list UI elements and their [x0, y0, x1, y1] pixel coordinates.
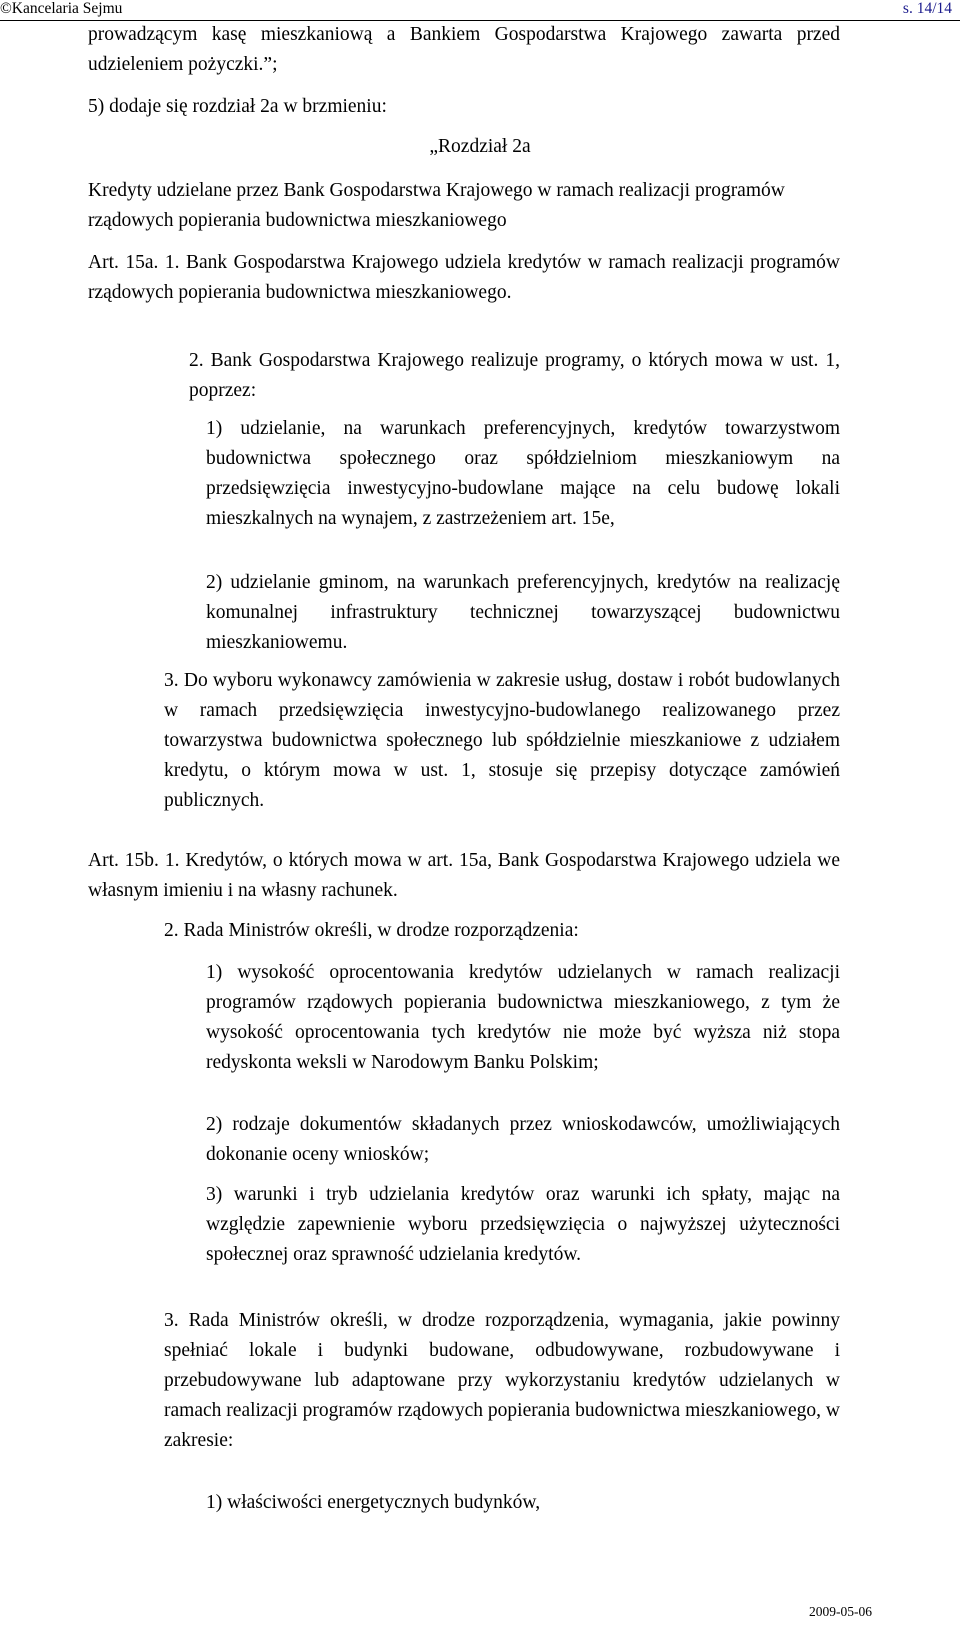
art-15b-ust-3: 3. Rada Ministrów określi, w drodze rozporządzenia, wymagania, jakie powinny spełniać lokale i budynki budowane, odbudowywane, rozbudowywane i przebudowywane lub adaptowane przy wykorzystaniu kredytów udzielanych w ramach realizacji programów rządowych popierania budownictwa mieszkaniowego, w zakresie:	[164, 1310, 840, 1451]
point-5: 5) dodaje się rozdział 2a w brzmieniu:	[88, 96, 387, 117]
article-label: Art. 15a.	[88, 252, 159, 273]
art-15b-ust-2-item-2: 2) rodzaje dokumentów składanych przez wnioskodawców, umożliwiających dokonanie oceny wniosków;	[206, 1114, 840, 1165]
article-label: Art. 15b.	[88, 850, 159, 871]
art-15b-ust-2-item-3: 3) warunki i tryb udzielania kredytów oraz warunki ich spłaty, mając na względzie zapewnienie wyboru przedsięwzięcia o najwyższej użyteczności społecznej oraz sprawność udzielania kredytów.	[206, 1184, 840, 1265]
intro-text: prowadzącym kasę mieszkaniową a Bankiem Gospodarstwa Krajowego zawarta przed udzieleniem pożyczki.”;	[88, 24, 840, 75]
copyright-label: ©Kancelaria Sejmu	[0, 0, 123, 17]
footer-date: 2009-05-06	[809, 1604, 872, 1619]
chapter-title: „Rozdział 2a	[429, 136, 531, 157]
art-15a-ust-2: 2. Bank Gospodarstwa Krajowego realizuje programy, o których mowa w ust. 1, poprzez:	[189, 350, 840, 401]
art-15a-ust-2-item-2: 2) udzielanie gminom, na warunkach preferencyjnych, kredytów na realizację komunalnej infrastruktury technicznej towarzyszącej budownictwu mieszkaniowemu.	[206, 572, 840, 653]
page-number: s. 14/14	[902, 0, 952, 17]
art-15b-ust-2: 2. Rada Ministrów określi, w drodze rozporządzenia:	[164, 920, 579, 941]
art-15b-ust-3-item-1: 1) właściwości energetycznych budynków,	[206, 1492, 541, 1513]
page-header	[0, 0, 960, 21]
art-15a-ust-3: 3. Do wyboru wykonawcy zamówienia w zakresie usług, dostaw i robót budowlanych w ramach przedsięwzięcia inwestycyjno-budowlanego realizowanego przez towarzystwa budownictwa społecznego lub spółdzielnie mieszkaniowe z udziałem kredytu, o którym mowa w ust. 1, stosuje się przepisy dotyczące zamówień publicznych.	[164, 670, 840, 811]
art-15a-ust-1: Art. 15a. 1. Bank Gospodarstwa Krajowego udziela kredytów w ramach realizacji programów rządowych popierania budownictwa mieszkaniowego.	[88, 252, 841, 303]
art-15a-ust-2-item-1: 1) udzielanie, na warunkach preferencyjnych, kredytów towarzystwom budownictwa społecznego oraz spółdzielniom mieszkaniowym na przedsięwzięcia inwestycyjno-budowlane mające na celu budowę lokali mieszkalnych na wynajem, z zastrzeżeniem art. 15e,	[206, 418, 840, 529]
art-15b-ust-2-item-1: 1) wysokość oprocentowania kredytów udzielanych w ramach realizacji programów rządowych popierania budownictwa mieszkaniowego, z tym że wysokość oprocentowania tych kredytów nie może być wyższa niż stopa redyskonta weksli w Narodowym Banku Polskim;	[206, 962, 840, 1073]
chapter-subtitle: Kredyty udzielane przez Bank Gospodarstwa Krajowego w ramach realizacji programów rządowych popierania budownictwa mieszkaniowego	[88, 180, 785, 231]
art-15b-ust-1: Art. 15b. 1. Kredytów, o których mowa w art. 15a, Bank Gospodarstwa Krajowego udziela we własnym imieniu i na własny rachunek.	[88, 850, 841, 901]
